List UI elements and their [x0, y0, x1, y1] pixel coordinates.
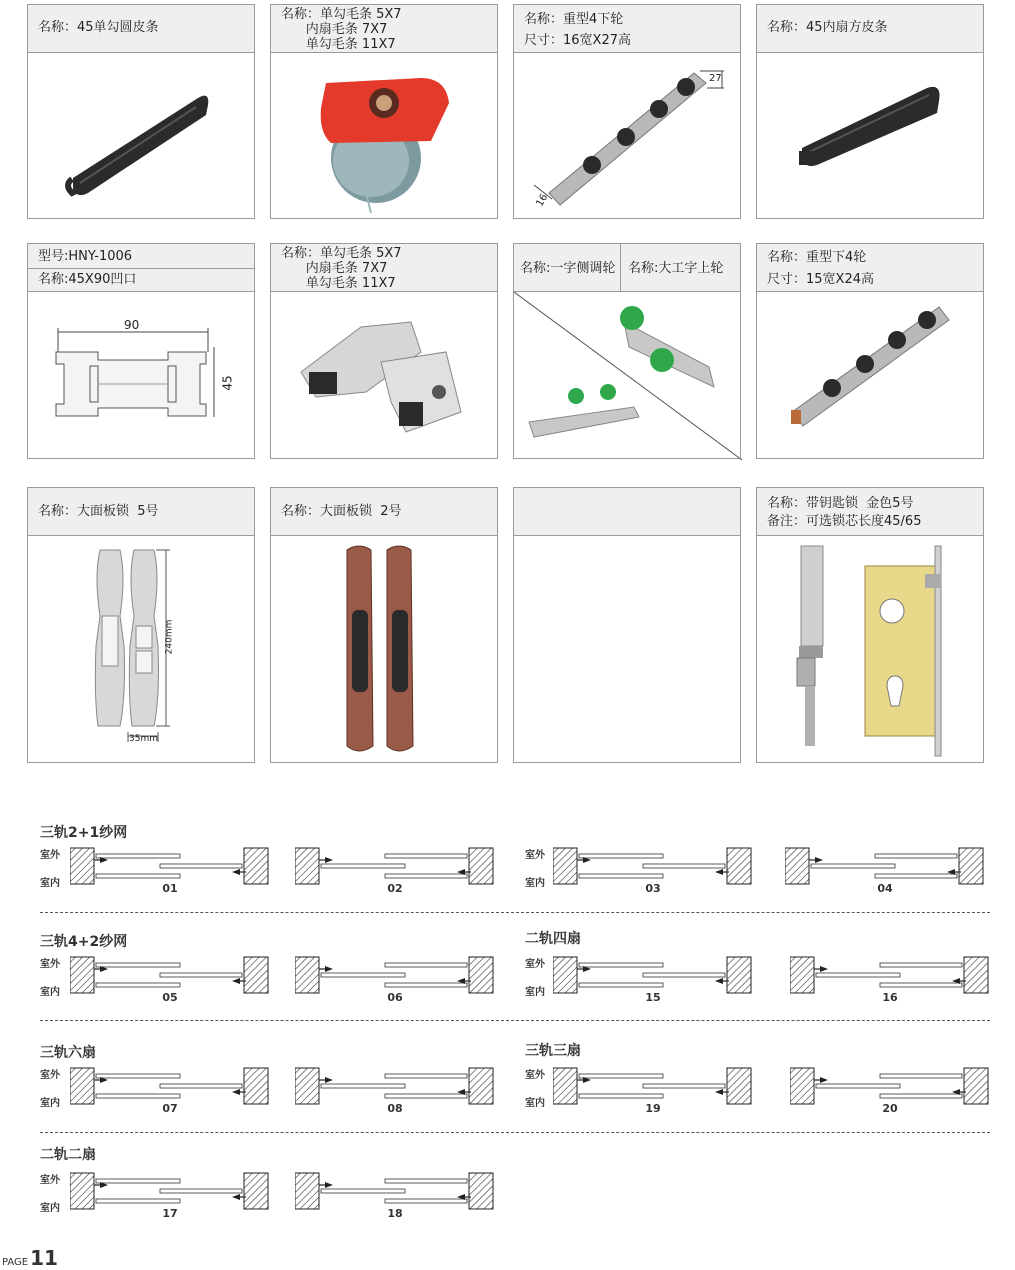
- section-title: 三轨4+2纱网: [40, 934, 128, 950]
- card-title: 名称：重型下4轮: [767, 250, 867, 265]
- divider: [40, 1020, 990, 1021]
- product-card-2: [270, 4, 498, 219]
- diagram-number: 01: [162, 882, 178, 895]
- dimension-width: 16: [534, 192, 551, 209]
- dimension-width: 35mm: [129, 734, 158, 744]
- product-card-3: [513, 4, 741, 219]
- profile-section-drawing: [28, 292, 254, 458]
- section-title: 二轨四扇: [525, 931, 581, 947]
- window-diagram-18: [295, 1171, 495, 1211]
- label-outside: 室外: [40, 850, 60, 861]
- card-title-right: 名称:大工字上轮: [628, 261, 724, 276]
- window-diagram-20: [790, 1066, 990, 1106]
- section-title: 二轨二扇: [40, 1147, 96, 1163]
- product-image-corner-connector: [271, 292, 497, 458]
- label-outside: 室外: [40, 959, 60, 970]
- card-title: 名称：重型4下轮: [524, 12, 624, 27]
- window-diagram-02: [295, 846, 495, 886]
- window-diagram-01: [70, 846, 270, 886]
- product-card-5: [27, 243, 255, 459]
- product-card-12: [756, 487, 984, 763]
- product-card-8: [756, 243, 984, 459]
- dimension-height: 45: [220, 375, 235, 391]
- label-outside: 室外: [525, 1070, 545, 1081]
- label-outside: 室外: [525, 850, 545, 861]
- card-line: 单勾毛条 11X7: [281, 37, 396, 52]
- diagram-number: 08: [387, 1102, 403, 1115]
- card-title-left: 名称:一字侧调轮: [520, 261, 616, 276]
- product-card-7: [513, 243, 741, 459]
- card-title: 名称：大面板锁 2号: [281, 504, 402, 519]
- diagram-number: 07: [162, 1102, 178, 1115]
- card-title: 名称：45内扇方皮条: [767, 20, 888, 35]
- product-card-10: [270, 487, 498, 763]
- window-diagram-17: [70, 1171, 270, 1211]
- product-card-6: [270, 243, 498, 459]
- card-title: 名称：大面板锁 5号: [38, 504, 159, 519]
- card-line: 尺寸：15宽X24高: [767, 272, 874, 287]
- section-title: 三轨三扇: [525, 1043, 581, 1059]
- diagram-number: 06: [387, 991, 403, 1004]
- diagram-number: 04: [877, 882, 893, 895]
- label-outside: 室外: [525, 959, 545, 970]
- window-diagram-16: [790, 955, 990, 995]
- card-line: 名称:45X90凹口: [38, 272, 137, 287]
- window-diagram-15: [553, 955, 753, 995]
- card-line: 内扇毛条 7X7: [281, 22, 388, 37]
- card-title: 名称：单勾毛条 5X7: [281, 246, 402, 261]
- label-outside: 室外: [40, 1175, 60, 1186]
- label-inside: 室内: [525, 878, 545, 889]
- product-card-1: [27, 4, 255, 219]
- label-inside: 室内: [525, 1098, 545, 1109]
- product-image-heavy-wheel: [514, 53, 740, 218]
- diagram-number: 19: [645, 1102, 661, 1115]
- product-image-rollers: [514, 292, 740, 458]
- card-line: 单勾毛条 11X7: [281, 276, 396, 291]
- card-title: 名称：单勾毛条 5X7: [281, 7, 402, 22]
- product-card-4: [756, 4, 984, 219]
- section-title: 三轨六扇: [40, 1045, 96, 1061]
- label-inside: 室内: [525, 987, 545, 998]
- dimension-height: 27: [709, 73, 722, 84]
- product-image-panel-lock-2: [271, 536, 497, 762]
- label-inside: 室内: [40, 1203, 60, 1214]
- diagram-number: 05: [162, 991, 178, 1004]
- diagram-number: 16: [882, 991, 898, 1004]
- divider: [40, 1132, 990, 1133]
- card-line: 备注：可选锁芯长度45/65: [767, 514, 922, 529]
- window-diagram-07: [70, 1066, 270, 1106]
- product-image-key-lock: [757, 536, 983, 762]
- diagram-number: 17: [162, 1207, 178, 1220]
- label-inside: 室内: [40, 1098, 60, 1109]
- card-title: 型号:HNY-1006: [38, 249, 133, 264]
- window-diagram-08: [295, 1066, 495, 1106]
- window-diagram-19: [553, 1066, 753, 1106]
- product-image-pile-roll: [271, 53, 497, 218]
- divider: [40, 912, 990, 913]
- page-number: PAGE 11: [2, 1246, 58, 1270]
- card-line: 尺寸：16宽X27高: [524, 33, 631, 48]
- product-image-square-strip: [757, 53, 983, 218]
- diagram-number: 15: [645, 991, 661, 1004]
- dimension-width: 90: [124, 318, 140, 332]
- product-image-heavy-wheel-2: [757, 292, 983, 458]
- window-diagram-04: [785, 846, 985, 886]
- window-diagram-06: [295, 955, 495, 995]
- product-image-panel-lock-5: [28, 536, 254, 762]
- card-line: 内扇毛条 7X7: [281, 261, 388, 276]
- product-card-9: [27, 487, 255, 763]
- diagram-number: 18: [387, 1207, 403, 1220]
- label-inside: 室内: [40, 878, 60, 889]
- label-outside: 室外: [40, 1070, 60, 1081]
- diagram-number: 02: [387, 882, 403, 895]
- window-diagram-03: [553, 846, 753, 886]
- label-inside: 室内: [40, 987, 60, 998]
- window-diagram-05: [70, 955, 270, 995]
- diagram-number: 03: [645, 882, 661, 895]
- diagram-number: 20: [882, 1102, 898, 1115]
- card-title: 名称：带钥匙锁 金色5号: [767, 496, 914, 511]
- section-title: 三轨2+1纱网: [40, 825, 128, 841]
- product-image-rubber-strip: [28, 53, 254, 218]
- dimension-length: 240mm: [164, 619, 175, 655]
- card-title: 名称：45单勾圆皮条: [38, 20, 159, 35]
- product-card-11-empty: [513, 487, 741, 763]
